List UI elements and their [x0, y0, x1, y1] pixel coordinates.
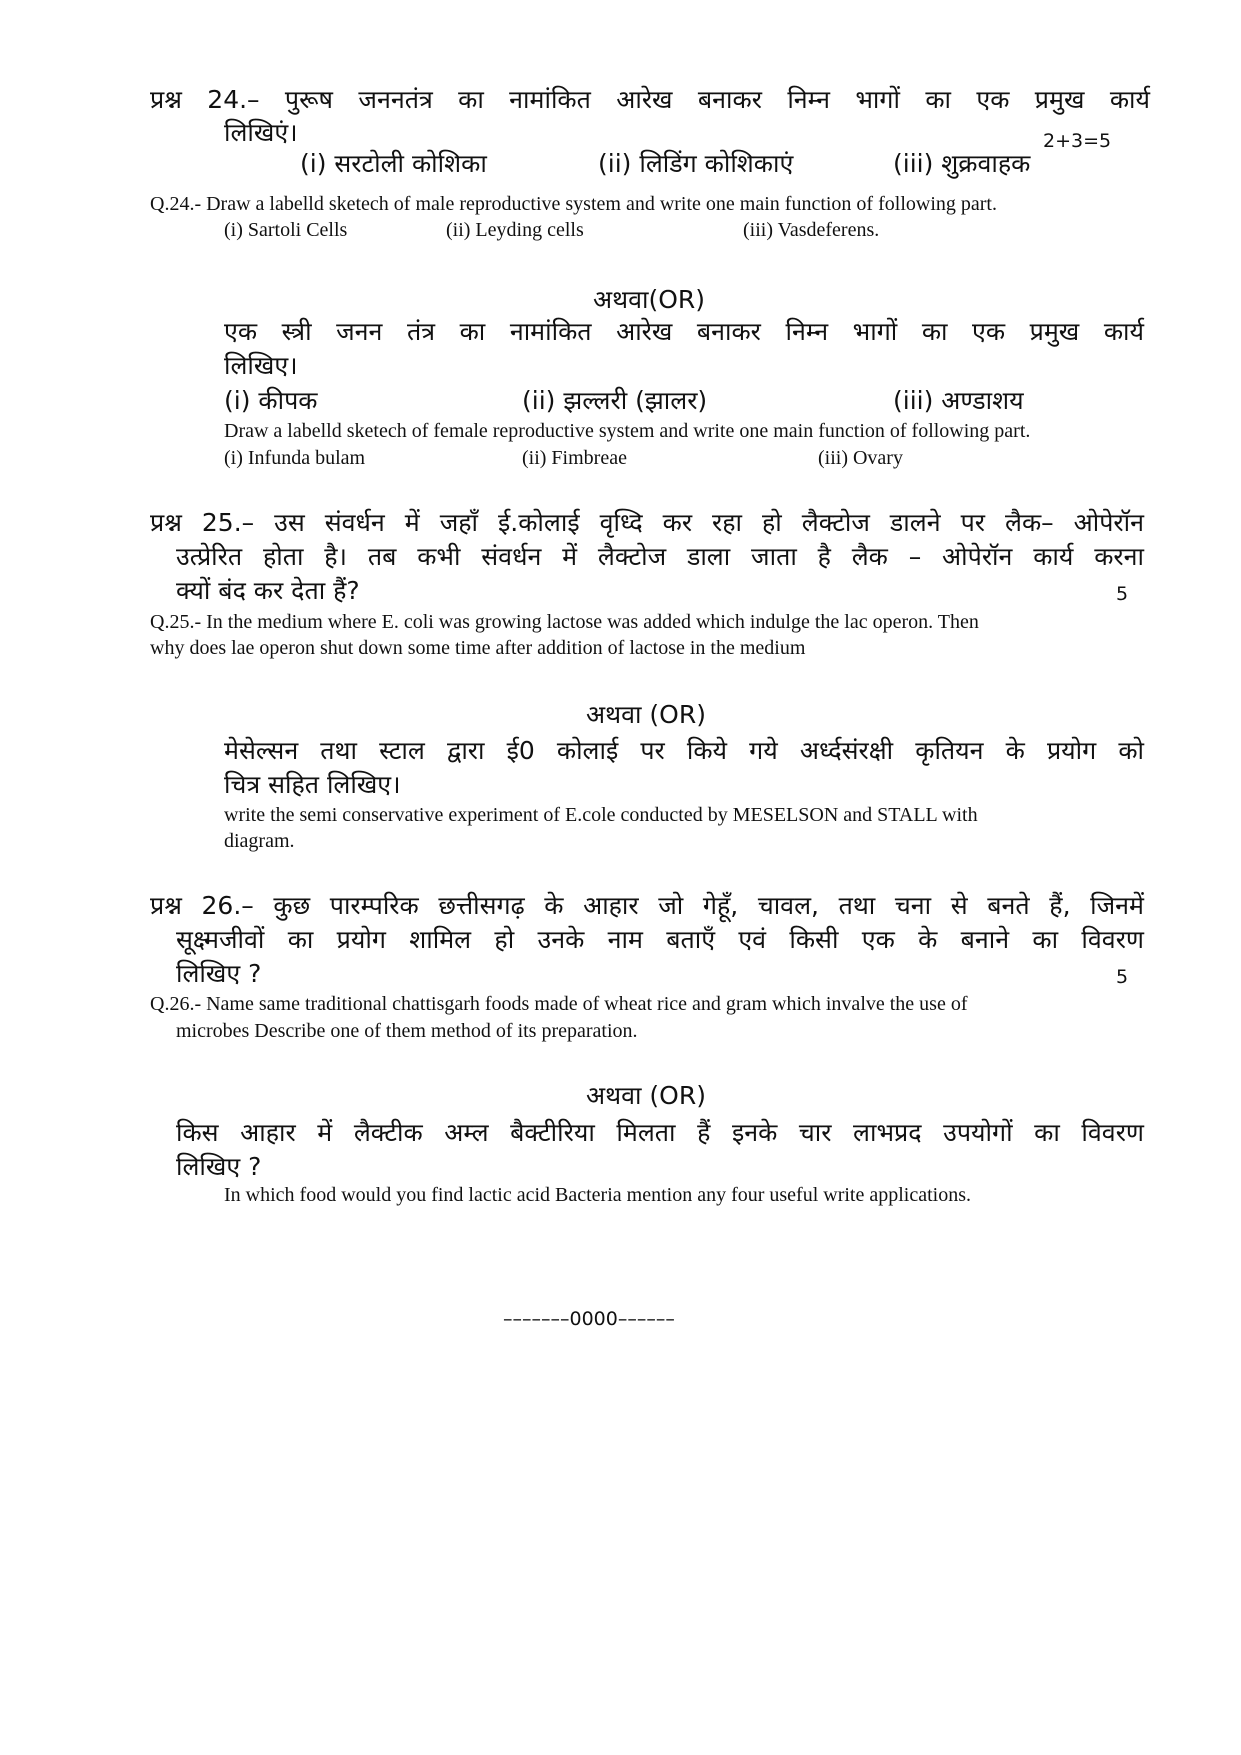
- q25-alt-hindi-line2: चित्र सहित लिखिए।: [224, 770, 401, 799]
- q26-english-line2: microbes Describe one of them method of its preparation.: [176, 1020, 638, 1042]
- q24-english-part-2: (ii) Leyding cells: [446, 219, 584, 241]
- q24-alt-english-line: Draw a labelld sketech of female reproductive system and write one main function of following part.: [224, 420, 1031, 442]
- q24-alt-hindi-line2: लिखिए।: [224, 351, 298, 380]
- q24-english-part-1: (i) Sartoli Cells: [224, 219, 348, 241]
- q25-marks: 5: [1116, 583, 1129, 605]
- page-footer-marker: –––––––0000––––––: [503, 1308, 675, 1330]
- q26-hindi-line1: प्रश्न 26.– कुछ पारम्परिक छत्तीसगढ़ के आहार जो गेहूँ, चावल, तथा चना से बनते हैं, जिनमें: [150, 891, 1144, 920]
- q25-english-line2: why does lae operon shut down some time after addition of lactose in the medium: [150, 637, 806, 659]
- q24-hindi-part-3: (iii) शुक्रवाहक: [893, 149, 1031, 178]
- q26-marks: 5: [1116, 966, 1129, 988]
- q24-hindi-line1: प्रश्न 24.– पुरूष जननतंत्र का नामांकित आरेख बनाकर निम्न भागों का एक प्रमुख कार्य: [150, 85, 1150, 114]
- q24-alt-hindi-part-3: (iii) अण्डाशय: [893, 386, 1024, 415]
- q24-or-label: अथवा(OR): [593, 285, 706, 314]
- q26-alt-english-line: In which food would you find lactic acid Bacteria mention any four useful write applications.: [224, 1184, 972, 1206]
- q24-alt-english-part-3: (iii) Ovary: [818, 447, 903, 469]
- q26-english-line1: Q.26.- Name same traditional chattisgarh foods made of wheat rice and gram which invalve the use of: [150, 993, 968, 1015]
- q25-hindi-line1: प्रश्न 25.– उस संवर्धन में जहाँ ई.कोलाई वृध्दि कर रहा हो लैक्टोज डालने पर लैक– ओपेरॉन: [150, 508, 1144, 537]
- q24-hindi-part-2: (ii) लिडिंग कोशिकाएं: [598, 149, 794, 178]
- q26-hindi-line2: सूक्ष्मजीवों का प्रयोग शामिल हो उनके नाम बताएँ एवं किसी एक के बनाने का विवरण: [176, 925, 1144, 954]
- q24-english-part-3: (iii) Vasdeferens.: [743, 219, 880, 241]
- q24-marks: 2+3=5: [1043, 130, 1112, 152]
- q25-english-line1: Q.25.- In the medium where E. coli was growing lactose was added which indulge the lac operon. Then: [150, 611, 979, 633]
- q24-hindi-part-1: (i) सरटोली कोशिका: [300, 149, 487, 178]
- q25-hindi-line3: क्यों बंद कर देता हैं?: [176, 576, 360, 605]
- q25-alt-english-line2: diagram.: [224, 830, 295, 852]
- q24-alt-english-part-2: (ii) Fimbreae: [522, 447, 627, 469]
- q25-alt-hindi-line1: मेसेल्सन तथा स्टाल द्वारा ई0 कोलाई पर किये गये अर्ध्दसंरक्षी कृतियन के प्रयोग को: [224, 736, 1144, 765]
- q26-alt-hindi-line2: लिखिए ?: [176, 1152, 262, 1181]
- q25-hindi-line2: उत्प्रेरित होता है। तब कभी संवर्धन में लैक्टोज डाला जाता है लैक – ओपेरॉन कार्य करना: [176, 542, 1144, 571]
- q26-or-label: अथवा (OR): [586, 1081, 706, 1110]
- q24-alt-hindi-part-1: (i) कीपक: [224, 386, 318, 415]
- q26-alt-hindi-line1: किस आहार में लैक्टीक अम्ल बैक्टीरिया मिलता हैं इनके चार लाभप्रद उपयोगों का विवरण: [176, 1118, 1144, 1147]
- q25-alt-english-line1: write the semi conservative experiment of E.cole conducted by MESELSON and STALL with: [224, 804, 978, 826]
- q24-hindi-line2: लिखिएं।: [224, 118, 298, 147]
- q24-english-line: Q.24.- Draw a labelld sketech of male reproductive system and write one main function of following part.: [150, 193, 997, 215]
- q24-alt-hindi-line1: एक स्त्री जनन तंत्र का नामांकित आरेख बनाकर निम्न भागों का एक प्रमुख कार्य: [224, 317, 1144, 346]
- q24-alt-english-part-1: (i) Infunda bulam: [224, 447, 366, 469]
- q25-or-label: अथवा (OR): [586, 700, 706, 729]
- q24-alt-hindi-part-2: (ii) झल्लरी (झालर): [522, 386, 708, 415]
- q26-hindi-line3: लिखिए ?: [176, 959, 262, 988]
